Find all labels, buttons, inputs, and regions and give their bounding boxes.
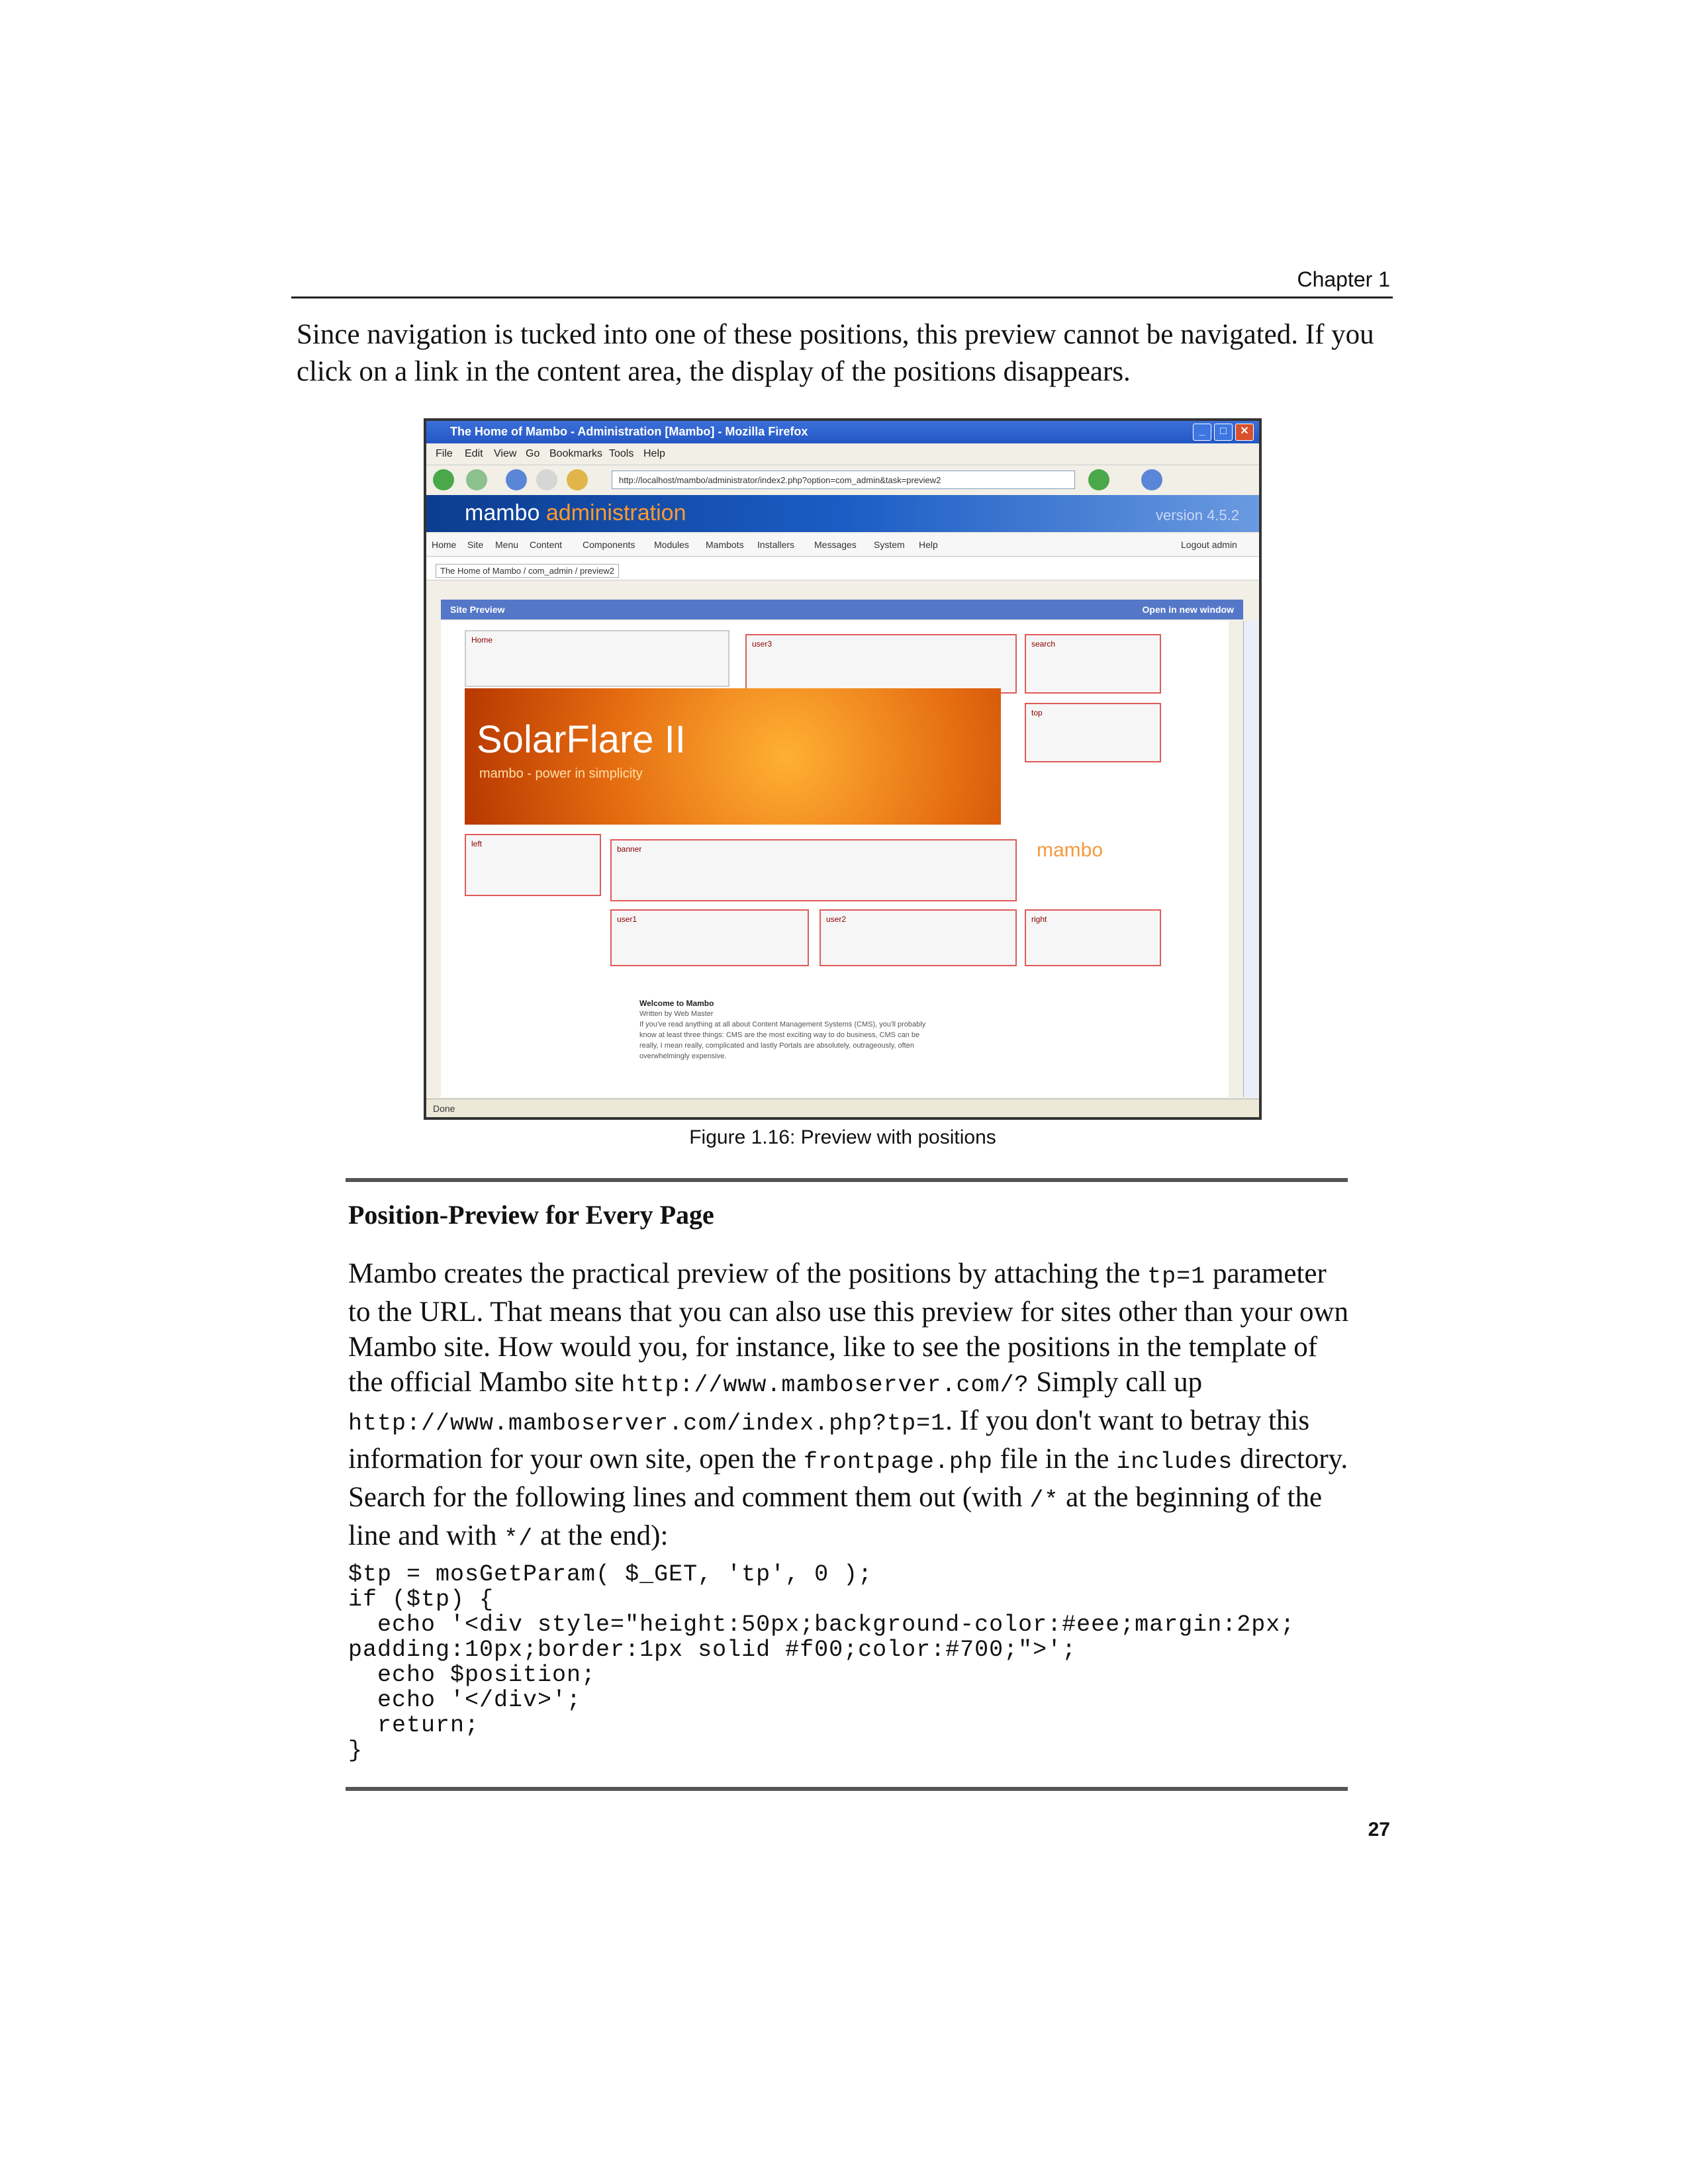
admin-menu-home[interactable]: Home [432, 539, 457, 550]
section-rule-top [346, 1178, 1348, 1182]
code-includes: includes [1116, 1449, 1233, 1475]
admin-menu-site[interactable]: Site [467, 539, 484, 550]
admin-menu-mambots[interactable]: Mambots [706, 539, 744, 550]
reload-icon[interactable] [506, 469, 527, 490]
minimize-icon[interactable]: _ [1193, 424, 1211, 441]
section-title: Position-Preview for Every Page [348, 1200, 714, 1230]
status-text: Done [433, 1103, 455, 1114]
position-left: left [465, 834, 601, 896]
figure-screenshot [424, 418, 1262, 1120]
code-url-site: http://www.mamboserver.com/? [621, 1372, 1029, 1398]
menu-tools[interactable]: Tools [609, 448, 634, 459]
welcome-text: If you've read anything at all about Content Management Systems (CMS), you'll probably know at least three things: CMS are the most exciting way to do business, CMS can be really, I mean really, complicated and lastly Portals are absolutely, outrageously, often overwhelmingly expensive. [639, 1021, 926, 1060]
position-top: top [1025, 703, 1161, 762]
preview-scrollbar[interactable] [1243, 621, 1258, 1097]
go-icon[interactable] [1088, 469, 1109, 490]
address-bar[interactable]: http://localhost/mambo/administrator/index2.php?option=com_admin&task=preview2 [612, 471, 1075, 489]
admin-menu-messages[interactable]: Messages [814, 539, 857, 550]
code-tp: tp=1 [1147, 1263, 1206, 1290]
section-rule-bottom [346, 1787, 1348, 1791]
position-banner: banner [610, 839, 1017, 901]
back-icon[interactable] [433, 469, 454, 490]
admin-menu-installers[interactable]: Installers [757, 539, 795, 550]
mambo-logo: mambo [1037, 839, 1103, 861]
position-right: right [1025, 909, 1161, 966]
position-user1: user1 [610, 909, 809, 966]
page-number: 27 [1368, 1819, 1390, 1841]
admin-menu-components[interactable]: Components [583, 539, 635, 550]
mambo-admin-header [426, 495, 1259, 532]
body-paragraph: Mambo creates the practical preview of the positions by attaching the tp=1 parameter to the URL. That means that you can also use this preview for sites other than your own Mambo site. How would you, for instance, like to see the positions in the template of the official Mambo site http://www.mamboserver.com/? Simply call up http://www.mamboserver.com/index.php?tp=1. If you don't want to betray this information for your own site, open the frontpage.php file in the includes directory. Search for the following lines and comment them out (with /* at the beginning of the line and with */ at the end): [348, 1258, 1349, 1552]
code-listing: $tp = mosGetParam( $_GET, 'tp', 0 ); if ($tp) { echo '<div style="height:50px;background-color:#eee;margin:2px; padding:10px;border:1px solid #f00;color:#700;">'; echo $position; echo '</div>'; return; } [348, 1561, 1295, 1764]
site-preview-title: Site Preview [450, 604, 505, 615]
browser-menubar [426, 445, 1259, 463]
admin-menu-system[interactable]: System [874, 539, 905, 550]
admin-menu-help[interactable]: Help [919, 539, 938, 550]
solarflare-banner [465, 688, 1001, 825]
code-comment-open: /* [1029, 1487, 1059, 1514]
home-icon[interactable] [567, 469, 588, 490]
menu-edit[interactable]: Edit [465, 448, 483, 459]
mambo-version: version 4.5.2 [1156, 507, 1239, 523]
banner-subtitle: mambo - power in simplicity [479, 766, 643, 781]
browser-statusbar [426, 1099, 1259, 1119]
search-icon[interactable] [1141, 469, 1162, 490]
position-home: Home [465, 630, 729, 687]
mambo-admin-logo: mambo administration [465, 500, 686, 525]
menu-view[interactable]: View [494, 448, 517, 459]
welcome-meta: Written by Web Master [639, 1010, 714, 1018]
position-user2: user2 [820, 909, 1017, 966]
admin-menu-content[interactable]: Content [530, 539, 563, 550]
forward-icon[interactable] [466, 469, 487, 490]
breadcrumb-text: The Home of Mambo / com_admin / preview2 [436, 564, 619, 578]
browser-titlebar [426, 421, 1259, 443]
stop-icon[interactable] [536, 469, 557, 490]
browser-toolbar [426, 465, 1259, 494]
window-title: The Home of Mambo - Administration [Mambo] - Mozilla Firefox [450, 425, 808, 438]
menu-bookmarks[interactable]: Bookmarks [549, 448, 603, 459]
admin-menu-menu[interactable]: Menu [495, 539, 519, 550]
header-rule [291, 296, 1393, 298]
code-comment-close: */ [504, 1525, 534, 1552]
admin-menu-modules[interactable]: Modules [654, 539, 689, 550]
figure-caption: Figure 1.16: Preview with positions [689, 1126, 996, 1148]
menu-file[interactable]: File [436, 448, 453, 459]
menu-help[interactable]: Help [643, 448, 665, 459]
running-header-chapter: Chapter 1 [1297, 267, 1390, 291]
banner-title: SolarFlare II [477, 718, 686, 761]
admin-breadcrumb [426, 557, 1259, 580]
code-url-preview: http://www.mamboserver.com/index.php?tp=1 [348, 1410, 946, 1437]
site-preview-header [441, 600, 1243, 619]
intro-paragraph: Since navigation is tucked into one of these positions, this preview cannot be navigated. If you click on a link in the content area, the display of the positions disappears. [297, 319, 1374, 387]
welcome-title[interactable]: Welcome to Mambo [639, 999, 714, 1008]
open-new-window-link[interactable]: Open in new window [1142, 604, 1234, 615]
admin-menu [426, 533, 1259, 557]
position-user3: user3 [745, 634, 1017, 694]
maximize-icon[interactable]: □ [1214, 424, 1233, 441]
code-frontpage: frontpage.php [803, 1449, 993, 1475]
logout-link[interactable]: Logout admin [1181, 539, 1237, 550]
menu-go[interactable]: Go [526, 448, 540, 459]
preview-canvas [441, 621, 1229, 1097]
close-icon[interactable]: ✕ [1235, 424, 1254, 441]
position-search: search [1025, 634, 1161, 694]
welcome-article [639, 998, 931, 1062]
